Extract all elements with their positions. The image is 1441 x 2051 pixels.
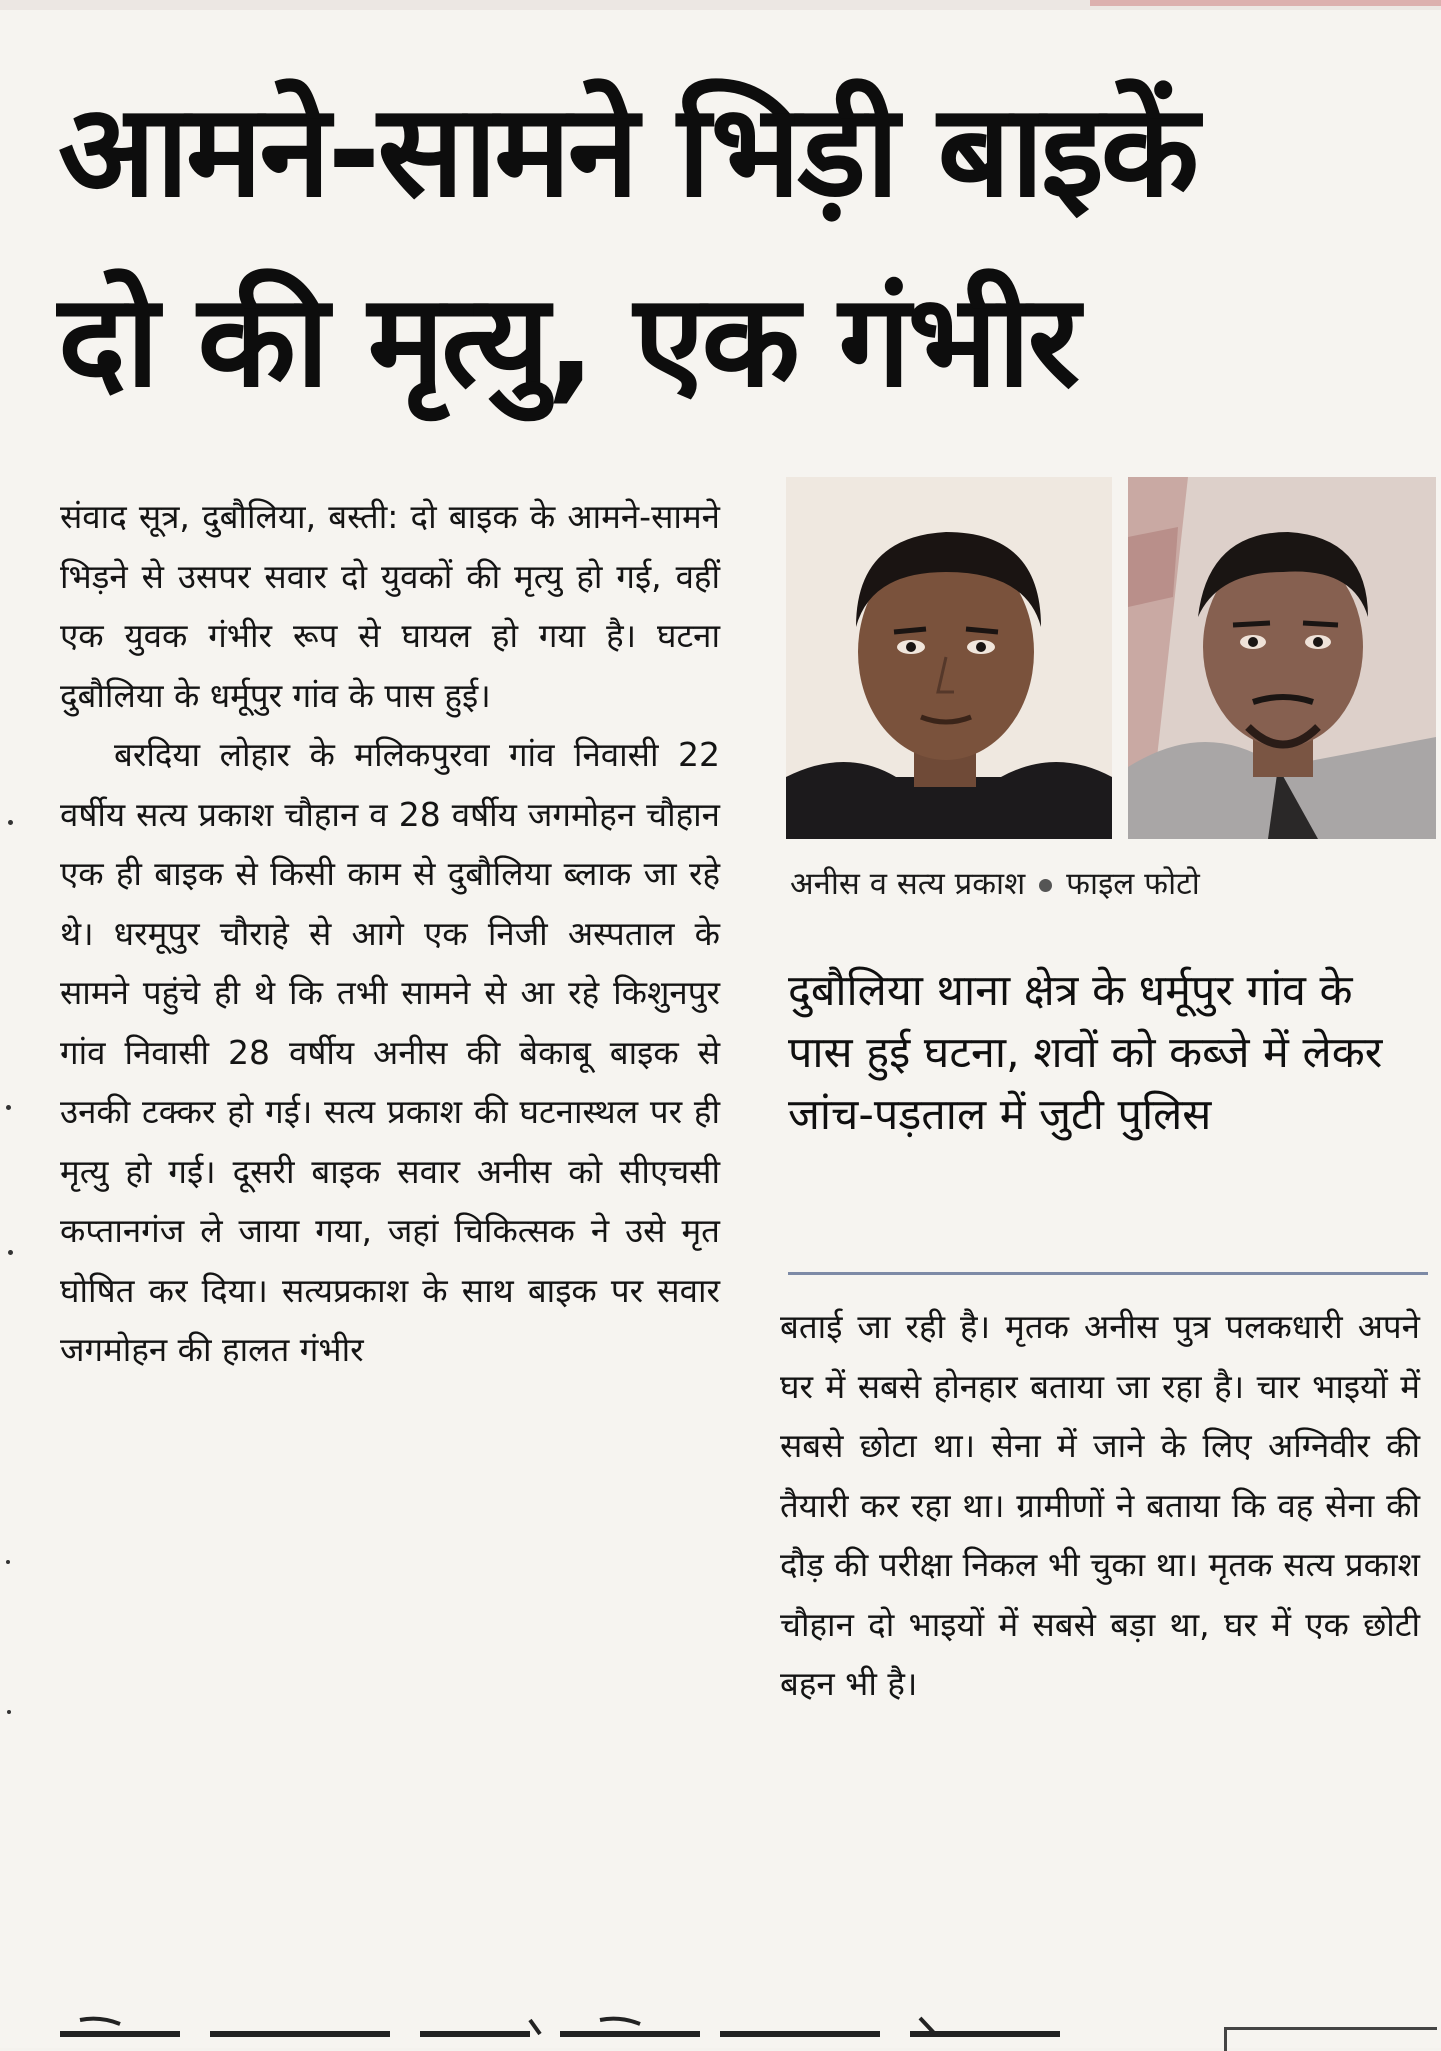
portrait-photo-satya-prakash — [1128, 477, 1436, 839]
article-paragraph-3: बताई जा रही है। मृतक अनीस पुत्र पलकधारी अपने घर में सबसे होनहार बताया जा रहा है। चार भाइयों में सबसे छोटा था। सेना में जाने के लिए अग्निवीर की तैयारी कर रहा था। ग्रामीणों ने बताया कि वह सेना की दौड़ की परीक्षा निकल भी चुका था। मृतक सत्य प्रकाश चौहान दो भाइयों में सबसे बड़ा था, घर में एक छोटी बहन भी है। — [780, 1307, 1420, 1703]
section-divider — [788, 1272, 1428, 1275]
portrait-photo-anees — [786, 477, 1112, 839]
headline-line-1: आमने-सामने भिड़ी बाइकें — [58, 77, 1197, 226]
print-speck — [8, 820, 13, 825]
print-speck — [6, 1560, 10, 1564]
subheadline: दुबौलिया थाना क्षेत्र के धर्मूपुर गांव के पास हुई घटना, शवों को कब्जे में लेकर जांच-पड़ताल में जुटी पुलिस — [788, 966, 1383, 1140]
headline-line-2: दो की मृत्यु, एक गंभीर — [58, 267, 1077, 416]
bullet-icon — [1039, 879, 1052, 892]
caption-credit: फाइल फोटो — [1066, 866, 1200, 902]
caption-names: अनीस व सत्य प्रकाश — [790, 866, 1026, 902]
article-paragraph-1: संवाद सूत्र, दुबौलिया, बस्ती: दो बाइक के आमने-सामने भिड़ने से उसपर सवार दो युवकों की मृत्यु हो गई, वहीं एक युवक गंभीर रूप से घायल हो गया है। घटना दुबौलिया के धर्मूपुर गांव के पास हुई। — [60, 497, 720, 715]
print-speck — [7, 1710, 11, 1714]
photo-pair — [786, 477, 1436, 839]
page-edge — [0, 0, 1441, 10]
next-article-fragment — [60, 2016, 1160, 2048]
photo-caption — [790, 866, 1200, 903]
print-speck — [8, 1250, 13, 1255]
print-speck — [6, 1105, 11, 1110]
article-paragraph-2: बरदिया लोहार के मलिकपुरवा गांव निवासी 22 वर्षीय सत्य प्रकाश चौहान व 28 वर्षीय जगमोहन चौहान एक ही बाइक से किसी काम से दुबौलिया ब्लाक जा रहे थे। धरमूपुर चौराहे से आगे एक निजी अस्पताल के सामने पहुंचे ही थे कि तभी सामने से आ रहे किशुनपुर गांव निवासी 28 वर्षीय अनीस की बेकाबू बाइक से उनकी टक्कर हो गई। सत्य प्रकाश की घटनास्थल पर ही मृत्यु हो गई। दूसरी बाइक सवार अनीस को सीएचसी कप्तानगंज ले जाया गया, जहां चिकित्सक ने उसे मृत घोषित कर दिया। सत्यप्रकाश के साथ बाइक पर सवार जगमोहन की हालत गंभीर — [60, 735, 720, 1369]
article-left-column — [60, 487, 720, 1380]
corner-box — [1224, 2027, 1437, 2051]
article-right-column — [780, 1297, 1420, 1714]
